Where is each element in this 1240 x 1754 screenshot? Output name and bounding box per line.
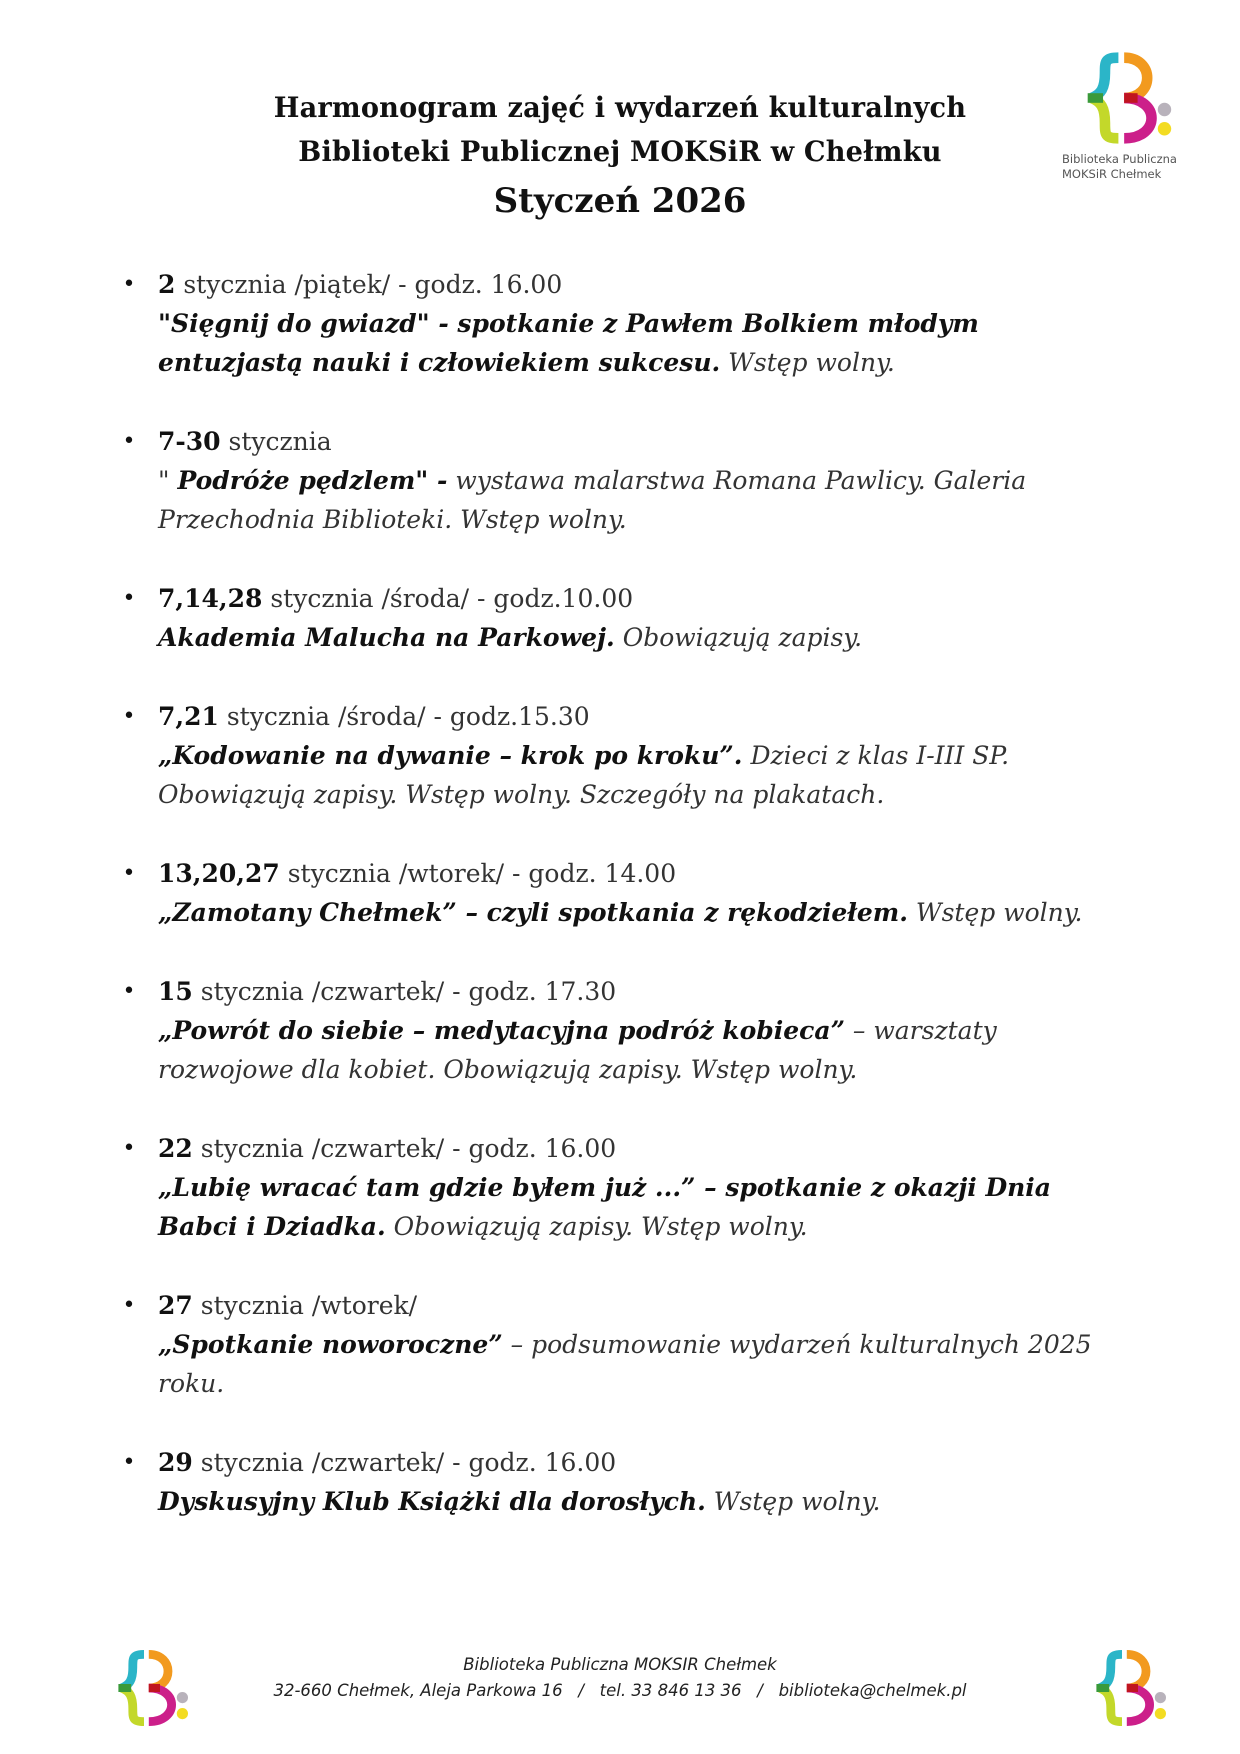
- bullet-icon: [120, 422, 138, 461]
- title-line-2: Biblioteki Publicznej MOKSiR w Chełmku: [298, 135, 942, 168]
- event-date-line: [158, 972, 1130, 1011]
- bullet-icon: [120, 854, 138, 893]
- event-title: „Lubię wracać tam gdzie byłem już ...” – spotkanie z okazji Dnia Babci i Dziadka.: [158, 1173, 1052, 1241]
- bullet-icon: [120, 1129, 138, 1168]
- event-date-line: [158, 579, 1130, 618]
- event-description: [158, 1482, 1130, 1521]
- logo-b-top: [1127, 1654, 1146, 1688]
- logo-dot-bottom: [1158, 122, 1171, 135]
- event-time: stycznia /czwartek/ - godz. 17.30: [192, 977, 617, 1006]
- event-date-line: [158, 1443, 1130, 1482]
- logo-b-bottom: [1127, 1688, 1150, 1722]
- event-day: 15: [158, 977, 193, 1006]
- event-note: Wstęp wolny.: [907, 898, 1083, 927]
- logo-brace-bottom: [1092, 98, 1119, 138]
- logo-brace-mid: [1096, 1684, 1109, 1692]
- library-logo: [1062, 50, 1212, 182]
- event-date-line: [158, 854, 1130, 893]
- event-title: "Sięgnij do gwiazd" - spotkanie z Pawłem Bolkiem młodym entuzjastą nauki i człowiekiem sukcesu.: [158, 309, 979, 377]
- event-item: [120, 422, 1130, 539]
- event-time: stycznia /środa/ - godz.15.30: [218, 702, 590, 731]
- event-title: „Zamotany Chełmek” – czyli spotkania z rękodziełem.: [158, 898, 908, 927]
- event-time: stycznia /wtorek/: [192, 1291, 418, 1320]
- bullet-icon: [120, 579, 138, 618]
- event-description: [158, 1011, 1130, 1089]
- footer-line-1: Biblioteka Publiczna MOKSIR Chełmek: [463, 1655, 777, 1674]
- title-line-1: Harmonogram zajęć i wydarzeń kulturalnych: [273, 91, 967, 124]
- bullet-icon: [120, 1286, 138, 1325]
- event-item: [120, 854, 1130, 932]
- event-description: [158, 736, 1130, 814]
- event-date-line: [158, 697, 1130, 736]
- logo-b-top: [1124, 58, 1147, 98]
- event-title: Dyskusyjny Klub Książki dla dorosłych.: [158, 1487, 706, 1516]
- event-date-line: [158, 422, 1130, 461]
- document-header: [0, 86, 1240, 226]
- event-title: „Spotkanie noworoczne”: [158, 1330, 503, 1359]
- event-time: stycznia /piątek/ - godz. 16.00: [175, 270, 563, 299]
- event-time: stycznia /środa/ - godz.10.00: [262, 584, 634, 613]
- month-title: Styczeń 2026: [493, 181, 747, 221]
- event-description: [158, 461, 1130, 539]
- event-description: [158, 893, 1130, 932]
- logo-b-bottom: [1124, 98, 1151, 138]
- library-logo-icon: [1080, 50, 1176, 146]
- event-item: [120, 1443, 1130, 1521]
- event-note: ": [158, 466, 178, 495]
- event-note: – podsumowanie wydarzeń kulturalnych 2025 roku.: [158, 1330, 1092, 1398]
- event-title: „Kodowanie na dywanie – krok po kroku”.: [158, 741, 743, 770]
- event-item: [120, 579, 1130, 657]
- logo-b-mid: [1127, 1684, 1138, 1692]
- bullet-icon: [120, 972, 138, 1011]
- event-time: stycznia /czwartek/ - godz. 16.00: [192, 1134, 617, 1163]
- event-item: [120, 972, 1130, 1089]
- event-description: [158, 618, 1130, 657]
- event-item: [120, 1129, 1130, 1246]
- event-description: [158, 304, 1130, 382]
- event-list: [120, 265, 1130, 1561]
- logo-dot-bottom: [177, 1708, 188, 1719]
- event-note: wystawa malarstwa Romana Pawlicy. Galeria Przechodnia Biblioteki. Wstęp wolny.: [158, 466, 1027, 534]
- event-time: stycznia: [220, 427, 332, 456]
- bullet-icon: [120, 697, 138, 736]
- footer-logo-right-icon: [1090, 1648, 1170, 1728]
- event-title: „Powrót do siebie – medytacyjna podróż kobieca”: [158, 1016, 845, 1045]
- logo-caption-line-1: Biblioteka Publiczna: [1062, 152, 1177, 166]
- event-date-line: [158, 1286, 1130, 1325]
- event-date-line: [158, 1129, 1130, 1168]
- logo-brace-bottom: [1100, 1688, 1122, 1722]
- event-day: 22: [158, 1134, 193, 1163]
- event-description: [158, 1168, 1130, 1246]
- event-note: Dzieci z klas I-III SP. Obowiązują zapisy. Wstęp wolny. Szczegóły na plakatach.: [158, 741, 1010, 809]
- event-item: [120, 1286, 1130, 1403]
- event-note: Wstęp wolny.: [720, 348, 895, 377]
- event-note: Obowiązują zapisy. Wstęp wolny.: [385, 1212, 808, 1241]
- event-day: 2: [158, 270, 176, 299]
- logo-brace-top: [1100, 1654, 1122, 1688]
- event-title: Akademia Malucha na Parkowej.: [158, 623, 615, 652]
- event-note: Obowiązują zapisy.: [614, 623, 863, 652]
- logo-dot-top: [1155, 1692, 1166, 1703]
- logo-b-mid: [1124, 93, 1137, 103]
- event-item: [120, 697, 1130, 814]
- bullet-icon: [120, 265, 138, 304]
- logo-dot-top: [1158, 103, 1171, 116]
- bullet-icon: [120, 1443, 138, 1482]
- event-day: 7-30: [158, 427, 221, 456]
- logo-caption-line-2: MOKSiR Chełmek: [1062, 167, 1162, 181]
- event-item: [120, 265, 1130, 382]
- event-day: 29: [158, 1448, 193, 1477]
- event-day: 13,20,27: [158, 859, 280, 888]
- footer-line-2: 32-660 Chełmek, Aleja Parkowa 16 / tel. 33 846 13 36 / biblioteka@chelmek.pl: [273, 1681, 967, 1700]
- event-note: – warsztaty rozwojowe dla kobiet. Obowiązują zapisy. Wstęp wolny.: [158, 1016, 997, 1084]
- event-title: Podróże pędzlem" -: [177, 466, 448, 495]
- event-day: 7,14,28: [158, 584, 263, 613]
- event-description: [158, 1325, 1130, 1403]
- logo-dot-bottom: [1155, 1708, 1166, 1719]
- event-note: Wstęp wolny.: [705, 1487, 881, 1516]
- event-day: 27: [158, 1291, 193, 1320]
- event-time: stycznia /czwartek/ - godz. 16.00: [192, 1448, 617, 1477]
- footer-contact: [0, 1652, 1240, 1704]
- logo-brace-mid: [1088, 93, 1103, 103]
- event-day: 7,21: [158, 702, 219, 731]
- event-time: stycznia /wtorek/ - godz. 14.00: [279, 859, 677, 888]
- event-date-line: [158, 265, 1130, 304]
- logo-brace-top: [1092, 58, 1119, 98]
